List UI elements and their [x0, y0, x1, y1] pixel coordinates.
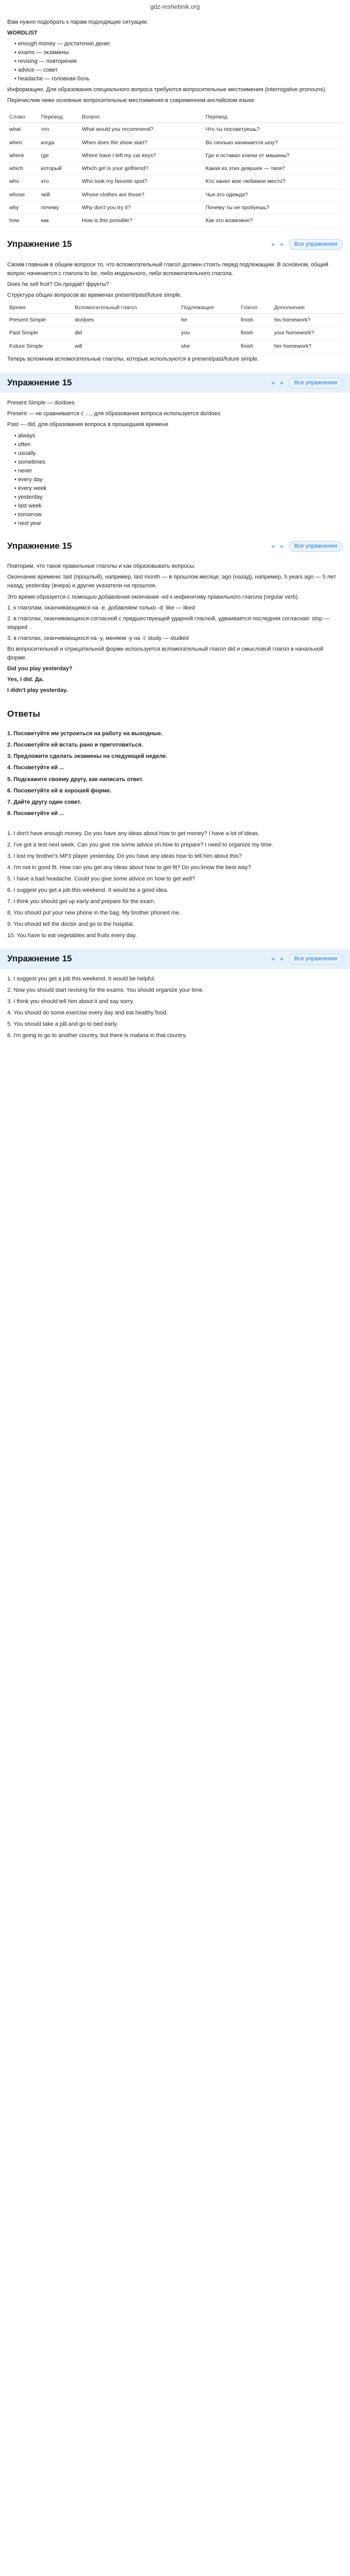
- table-cell: Во сколько начинается шоу?: [203, 136, 343, 149]
- table-cell: he: [179, 314, 239, 327]
- section-paragraph: Окончание времени: last (прошлый), например, last month — в прошлом месяце; ago (назад), например, 5 years ago — 5 лет назад; yesterday (вчера) и другие указатели на прошлое.: [7, 574, 336, 589]
- final-answer-item: 5. You should take a pill and go to bed early.: [7, 1021, 118, 1027]
- table-cell: what: [7, 123, 39, 136]
- pair-list: [14, 40, 343, 83]
- table-header: Дополнение: [272, 302, 343, 314]
- table-cell: where: [7, 149, 39, 162]
- english-item: 6. I suggest you get a job this weekend. It would be a good idea.: [7, 887, 169, 893]
- wordlist-label: WORDLIST: [7, 29, 38, 36]
- section-nav: [271, 541, 343, 552]
- table-cell: her homework?: [272, 340, 343, 352]
- table-cell: whose: [7, 188, 39, 201]
- table-row: [7, 188, 343, 201]
- section-body: [0, 257, 350, 368]
- section-header: [0, 373, 350, 393]
- table-cell: Who took my favorite spot?: [80, 175, 203, 188]
- intro-block: [0, 14, 350, 109]
- section-title: Упражнение 15: [7, 541, 72, 551]
- section-nav: [271, 239, 343, 250]
- section-body: [0, 558, 350, 699]
- table-cell: Future Simple: [7, 340, 73, 352]
- table-cell: his homework?: [272, 314, 343, 327]
- table-cell: который: [39, 162, 80, 175]
- next-arrow-icon[interactable]: »: [279, 241, 284, 248]
- table-cell: почему: [39, 201, 80, 214]
- table-cell: Present Simple: [7, 314, 73, 327]
- section-paragraph: Во вопросительной и отрицательной форме используется вспомогательный глагол did и смысловой глагол в начальной форме.: [7, 646, 324, 661]
- next-arrow-icon[interactable]: »: [279, 955, 284, 963]
- word-item: • sometimes: [14, 458, 343, 467]
- table-row: [7, 214, 343, 227]
- pair-item: • exams — экзамены: [14, 48, 343, 57]
- table-header: Слово: [7, 111, 39, 123]
- english-item: 9. You should tell the doctor and go to the hospital.: [7, 921, 134, 928]
- all-exercises-button[interactable]: Все упражнения: [289, 378, 343, 388]
- section-title: Упражнение 15: [7, 378, 72, 388]
- table-cell: who: [7, 175, 39, 188]
- table-row: [7, 201, 343, 214]
- final-answer-item: 4. You should do some exercise every day and eat healthy food.: [7, 1009, 168, 1016]
- table-header: Вопрос: [80, 111, 203, 123]
- next-arrow-icon[interactable]: »: [279, 379, 284, 386]
- table-cell: что: [39, 123, 80, 136]
- word-list: [14, 432, 343, 529]
- pronoun-table: [7, 111, 343, 227]
- table-header: Глагол: [239, 302, 272, 314]
- table-row: [7, 340, 343, 352]
- section-header: [0, 536, 350, 556]
- section-header: [0, 234, 350, 254]
- table-cell: Where have I left my car keys?: [80, 149, 203, 162]
- answers-title: Ответы: [7, 709, 40, 719]
- did-example: Yes, I did. Да.: [7, 676, 44, 683]
- table-header: Перевод: [203, 111, 343, 123]
- section-after: Теперь вспомним вспомогательные глаголы, которые используются в present/past/future simple.: [7, 356, 259, 362]
- answer-item: 7. Дайте другу один совет.: [7, 799, 81, 805]
- english-item: 10. You have to eat vegetables and fruits every day.: [7, 933, 137, 939]
- table-cell: Whose clothes are those?: [80, 188, 203, 201]
- table-cell: Which girl is your girlfriend?: [80, 162, 203, 175]
- did-example: I didn't play yesterday.: [7, 687, 68, 693]
- site-header[interactable]: gdz-reshebnik.org: [150, 3, 200, 10]
- pair-item: • enough money — достаточно денег: [14, 40, 343, 48]
- english-item: 1. I don't have enough money. Do you have any ideas about how to get money? I have a lot of ideas.: [7, 830, 259, 837]
- table-row: [7, 149, 343, 162]
- table-cell: What would you recommend?: [80, 123, 203, 136]
- table-row: [7, 123, 343, 136]
- table-header: Подлежащее: [179, 302, 239, 314]
- pronoun-table-wrap: [0, 109, 350, 229]
- word-item: • tomorrow: [14, 511, 343, 519]
- table-cell: Как это возможно?: [203, 214, 343, 227]
- table-cell: Past Simple: [7, 327, 73, 340]
- table-cell: will: [73, 340, 179, 352]
- table-cell: чей: [39, 188, 80, 201]
- table-cell: When does the show start?: [80, 136, 203, 149]
- word-item: • last week: [14, 502, 343, 511]
- english-item: 2. I've got a test next week. Can you give me some advice on how to prepare? I need to organize my time.: [7, 841, 273, 848]
- section-paragraph: Does he sell fruit? Он продаёт фрукты?: [7, 281, 110, 287]
- final-answer-item: 1. I suggest you get a job this weekend. It would be helpful.: [7, 975, 156, 982]
- table-cell: Что ты посоветуешь?: [203, 123, 343, 136]
- table-cell: which: [7, 162, 39, 175]
- section-table: [7, 302, 343, 353]
- table-cell: Why don't you try it?: [80, 201, 203, 214]
- table-header: Вспомогательный глагол: [73, 302, 179, 314]
- table-cell: did: [73, 327, 179, 340]
- table-cell: кто: [39, 175, 80, 188]
- intro-text-1: Информацию. Для образования специального вопроса требуются вопросительные местоимения (interrogative pronouns).: [7, 86, 327, 93]
- section-nav-final: [271, 954, 343, 964]
- word-item: • every week: [14, 484, 343, 493]
- section-body: [0, 395, 350, 531]
- did-example: Did you play yesterday?: [7, 665, 73, 672]
- table-cell: do/does: [73, 314, 179, 327]
- english-block: [0, 826, 350, 944]
- table-cell: когда: [39, 136, 80, 149]
- final-answer-item: 2. Now you should start revising for the exams. You should organize your time.: [7, 987, 204, 993]
- section-paragraph: Past — did, для образования вопроса в прошедшем времени: [7, 421, 168, 428]
- answer-item: 2. Посоветуйте ей встать рано и приготовиться.: [7, 742, 143, 749]
- answer-item: 6. Посоветуйте ей в хорошей форме.: [7, 787, 112, 794]
- intro-text-2: Перечислим ниже основные вопросительные местоимения в современном английском языке:: [7, 97, 256, 104]
- section-title: Упражнение 15: [7, 239, 72, 249]
- table-cell: your homework?: [272, 327, 343, 340]
- word-item: • never: [14, 467, 343, 476]
- intro-line: Вам нужно подобрать к парам подходящие ситуации.: [7, 19, 148, 25]
- section-paragraph: 2. в глаголах, оканчивающихся согласной с предшествующей ударной гласной, удваивается последняя согласная: stop — stopped: [7, 615, 330, 631]
- table-cell: How is this possible?: [80, 214, 203, 227]
- table-cell: где: [39, 149, 80, 162]
- all-exercises-button[interactable]: Все упражнения: [289, 541, 343, 552]
- answer-item: 1. Посоветуйте им устроиться на работу на выходные.: [7, 731, 163, 737]
- table-row: [7, 175, 343, 188]
- section-paragraph: Present — не сравнивается с …, для образования вопроса используется do/does: [7, 411, 221, 417]
- table-row: [7, 136, 343, 149]
- word-item: • often: [14, 440, 343, 449]
- table-row: [7, 314, 343, 327]
- section-nav: [271, 378, 343, 388]
- final-answer-item: 6. I'm going to go to another country, but there is malaria in that country.: [7, 1032, 187, 1039]
- section-paragraph: Present Simple — do/does: [7, 400, 75, 406]
- answer-item: 4. Посоветуйте ей ...: [7, 765, 64, 771]
- prev-arrow-icon[interactable]: «: [271, 379, 275, 386]
- table-cell: Чья это одежда?: [203, 188, 343, 201]
- next-arrow-icon[interactable]: »: [279, 542, 284, 550]
- english-item: 7. I think you should get up early and prepare for the exam.: [7, 899, 156, 905]
- english-item: 4. I'm not in good fit. How can you get any ideas about how to get fit? Do you know the best way?: [7, 864, 251, 871]
- section-paragraph: 1. к глаголам, оканчивающимся на -e, добавляем только -d: like — liked: [7, 604, 195, 611]
- pair-item: • headache — головная боль: [14, 75, 343, 83]
- pair-item: • advice — совет: [14, 66, 343, 75]
- table-cell: finish: [239, 314, 272, 327]
- all-exercises-button[interactable]: Все упражнения: [289, 239, 343, 250]
- word-item: • every day: [14, 476, 343, 484]
- answers-block: [0, 726, 350, 821]
- table-cell: why: [7, 201, 39, 214]
- word-item: • yesterday: [14, 493, 343, 502]
- final-answers-block: [0, 971, 350, 1044]
- section-paragraph: Своим главным в общем вопросе то, что вспомогательный глагол должен стоять перед подлежащим. В основном, общий вопрос начинается с глагола to be, либо модального, либо вспомогательного глагола.: [7, 261, 328, 277]
- table-cell: finish: [239, 327, 272, 340]
- prev-arrow-icon[interactable]: «: [271, 955, 275, 963]
- table-cell: Почему ты не пробуешь?: [203, 201, 343, 214]
- english-item: 8. You should put your new phone in the bag. My brother phoned me.: [7, 910, 181, 917]
- table-cell: как: [39, 214, 80, 227]
- table-cell: you: [179, 327, 239, 340]
- prev-arrow-icon[interactable]: «: [271, 542, 275, 550]
- all-exercises-button[interactable]: Все упражнения: [289, 954, 343, 964]
- table-header: Перевод: [39, 111, 80, 123]
- table-cell: she: [179, 340, 239, 352]
- answer-item: 5. Подскажите своему другу, как написать ответ.: [7, 776, 144, 783]
- final-answer-item: 3. I think you should tell him about it and say sorry.: [7, 998, 134, 1005]
- word-item: • always: [14, 432, 343, 440]
- section-paragraph: Это время образуется с помощью добавления окончания -ed к инфинитиву правильного глагола (regular verb).: [7, 594, 300, 600]
- table-header: Время: [7, 302, 73, 314]
- answer-item: 8. Посоветуйте ей ...: [7, 810, 64, 817]
- table-cell: Кто занял мое любимое место?: [203, 175, 343, 188]
- section-paragraph: Повторим, что такое правильные глаголы и как образовывать вопросы.: [7, 563, 196, 570]
- table-cell: Какая из этих девушек — твоя?: [203, 162, 343, 175]
- answer-item: 3. Предложите сделать экзамены на следующей неделе.: [7, 753, 168, 760]
- section-paragraph: Структура общих вопросов во временах present/past/future simple.: [7, 292, 182, 298]
- answers-header: [0, 704, 350, 724]
- section-paragraph: 3. в глаголах, оканчивающихся на -y, меняем -y на -i: study — studied: [7, 635, 189, 641]
- prev-arrow-icon[interactable]: «: [271, 241, 275, 248]
- pair-item: • revising — повторение: [14, 57, 343, 66]
- table-row: [7, 162, 343, 175]
- english-item: 5. I have a bad headache. Could you give some advice on how to get well?: [7, 875, 196, 882]
- table-cell: Где я оставил ключи от машины?: [203, 149, 343, 162]
- word-item: • usually: [14, 449, 343, 458]
- section-header-final: [0, 949, 350, 969]
- section-title-final: Упражнение 15: [7, 954, 72, 964]
- english-item: 3. I lost my brother's MP3 player yesterday. Do you have any ideas how to tell him about this?: [7, 853, 242, 859]
- table-cell: when: [7, 136, 39, 149]
- word-item: • next year: [14, 519, 343, 528]
- table-cell: how: [7, 214, 39, 227]
- table-row: [7, 327, 343, 340]
- table-cell: finish: [239, 340, 272, 352]
